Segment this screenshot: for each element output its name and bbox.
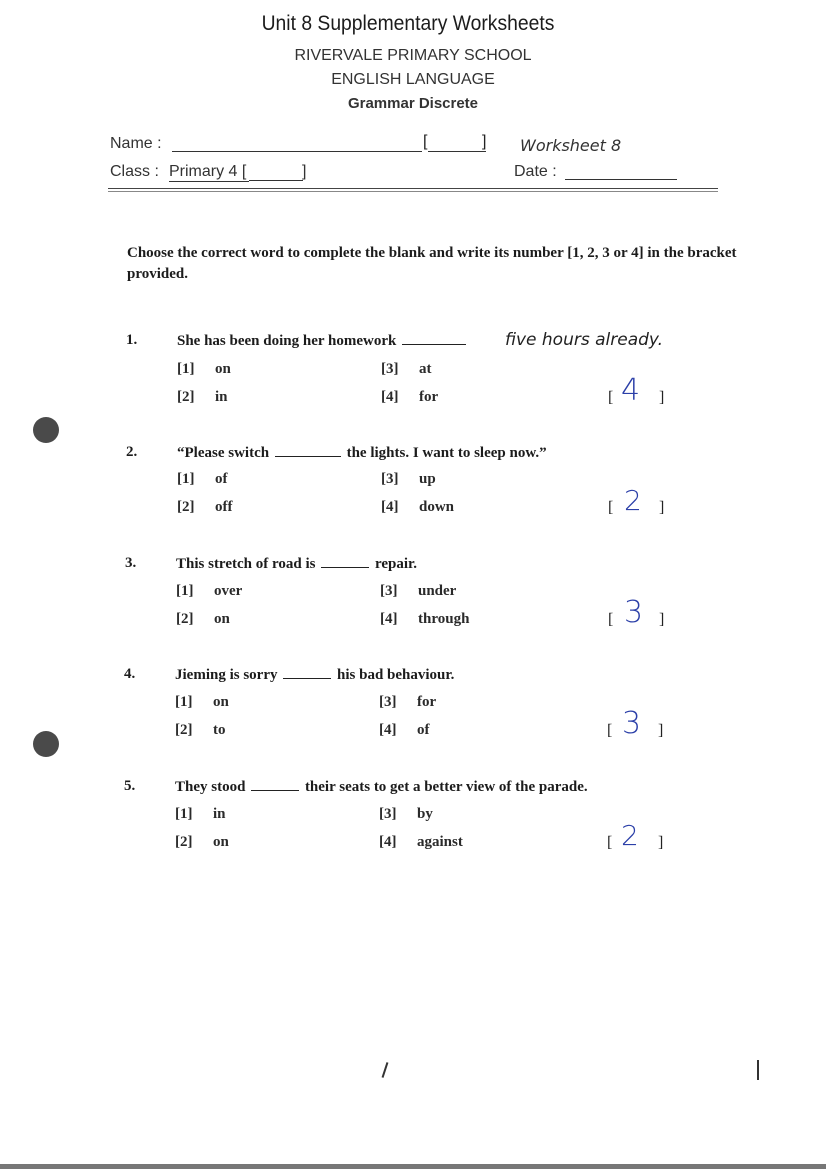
- option-key: [1]: [175, 694, 193, 710]
- option-text: against: [417, 834, 463, 850]
- answer-bracket-close: ]: [659, 499, 665, 516]
- option-text: of: [215, 471, 228, 487]
- name-field[interactable]: [172, 151, 422, 152]
- option-key: [4]: [379, 722, 397, 738]
- class-value: Primary 4 [: [169, 163, 249, 182]
- option-key: [1]: [177, 361, 195, 377]
- option-text: by: [417, 806, 433, 822]
- question-text-after: their seats to get a better view of the parade.: [304, 779, 588, 795]
- question-number: 5.: [124, 778, 136, 794]
- option-key: [1]: [175, 806, 193, 822]
- question-text-after: his bad behaviour.: [337, 667, 455, 683]
- option-text: over: [214, 583, 243, 599]
- option-text: for: [417, 694, 437, 710]
- option-text: up: [419, 471, 436, 487]
- option-text: in: [215, 389, 228, 405]
- answer-bracket-open: [: [607, 722, 613, 739]
- question-number: 3.: [125, 555, 137, 571]
- instructions: Choose the correct word to complete the blank and write its number [1, 2, 3 or 4] in the bracket provided.: [127, 245, 737, 282]
- school-name: RIVERVALE PRIMARY SCHOOL: [294, 47, 532, 64]
- answer-blank: [275, 444, 341, 457]
- option-key: [3]: [381, 471, 399, 487]
- question-number: 2.: [126, 444, 138, 460]
- question-text-after: the lights. I want to sleep now.”: [346, 445, 547, 461]
- question-text-before: She has been doing her homework: [177, 333, 397, 349]
- handwritten-completion: five hours already.: [505, 330, 664, 350]
- answer-blank: [402, 332, 466, 345]
- date-label: Date :: [514, 163, 557, 180]
- option-key: [4]: [381, 389, 399, 405]
- option-text: under: [418, 583, 457, 599]
- option-text: at: [419, 361, 432, 377]
- handwritten-answer[interactable]: 2: [624, 484, 642, 517]
- option-text: on: [215, 361, 231, 377]
- question-text-before: This stretch of road is: [176, 556, 316, 572]
- class-label: Class :: [110, 163, 159, 180]
- answer-bracket-close: ]: [658, 722, 664, 739]
- option-key: [3]: [379, 806, 397, 822]
- header-divider-second: [108, 191, 718, 192]
- question-text: [175, 778, 588, 796]
- subject-name: ENGLISH LANGUAGE: [331, 71, 495, 88]
- question-text: [177, 332, 468, 350]
- option-key: [2]: [177, 389, 195, 405]
- pencil-mark: [382, 1062, 389, 1078]
- question-text-before: Jieming is sorry: [175, 667, 278, 683]
- question-number: 4.: [124, 666, 136, 682]
- answer-blank: [283, 666, 331, 679]
- header-divider: [108, 188, 718, 189]
- option-key: [2]: [176, 611, 194, 627]
- option-key: [2]: [175, 834, 193, 850]
- option-key: [3]: [380, 583, 398, 599]
- question-text: [176, 555, 417, 573]
- punch-hole: [33, 731, 59, 757]
- option-key: [2]: [177, 499, 195, 515]
- option-key: [3]: [381, 361, 399, 377]
- class-close-bracket: ]: [302, 163, 307, 180]
- option-key: [4]: [380, 611, 398, 627]
- punch-hole: [33, 417, 59, 443]
- register-number-close-bracket: ]: [482, 133, 487, 150]
- option-key: [4]: [379, 834, 397, 850]
- question-text: [175, 666, 454, 684]
- answer-bracket-open: [: [608, 499, 614, 516]
- option-key: [3]: [379, 694, 397, 710]
- answer-blank: [321, 555, 369, 568]
- question-text-before: “Please switch: [177, 445, 270, 461]
- answer-blank: [251, 778, 299, 791]
- option-key: [1]: [176, 583, 194, 599]
- question-text-before: They stood: [175, 779, 246, 795]
- question-text-after: repair.: [374, 556, 418, 572]
- option-text: through: [418, 611, 470, 627]
- option-text: on: [214, 611, 230, 627]
- date-field[interactable]: [565, 179, 677, 180]
- option-text: in: [213, 806, 226, 822]
- option-text: down: [419, 499, 455, 515]
- scan-edge: [0, 1164, 826, 1169]
- answer-bracket-close: ]: [659, 611, 665, 628]
- option-key: [2]: [175, 722, 193, 738]
- option-text: to: [213, 722, 226, 738]
- handwritten-answer[interactable]: 2: [621, 819, 639, 852]
- worksheet-number: Worksheet 8: [520, 136, 622, 155]
- answer-bracket-open: [: [608, 389, 614, 406]
- option-text: of: [417, 722, 430, 738]
- option-key: [1]: [177, 471, 195, 487]
- option-text: for: [419, 389, 439, 405]
- worksheet-title: Unit 8 Supplementary Worksheets: [261, 12, 555, 35]
- handwritten-answer[interactable]: 4: [621, 373, 641, 408]
- answer-bracket-open: [: [608, 611, 614, 628]
- option-text: on: [213, 694, 229, 710]
- class-number-field[interactable]: [249, 180, 303, 181]
- name-label: Name :: [110, 135, 162, 152]
- question-number: 1.: [126, 332, 138, 348]
- answer-bracket-open: [: [607, 834, 613, 851]
- answer-bracket-close: ]: [658, 834, 664, 851]
- option-text: on: [213, 834, 229, 850]
- option-text: off: [215, 499, 233, 515]
- option-key: [4]: [381, 499, 399, 515]
- register-number-field[interactable]: [428, 151, 486, 152]
- question-text: [177, 444, 547, 462]
- register-number-open-bracket: [: [423, 133, 428, 150]
- handwritten-answer[interactable]: 3: [624, 595, 644, 630]
- handwritten-answer[interactable]: 3: [622, 706, 642, 741]
- topic-name: Grammar Discrete: [347, 95, 479, 112]
- answer-bracket-close: ]: [659, 389, 665, 406]
- pencil-mark: [757, 1060, 759, 1080]
